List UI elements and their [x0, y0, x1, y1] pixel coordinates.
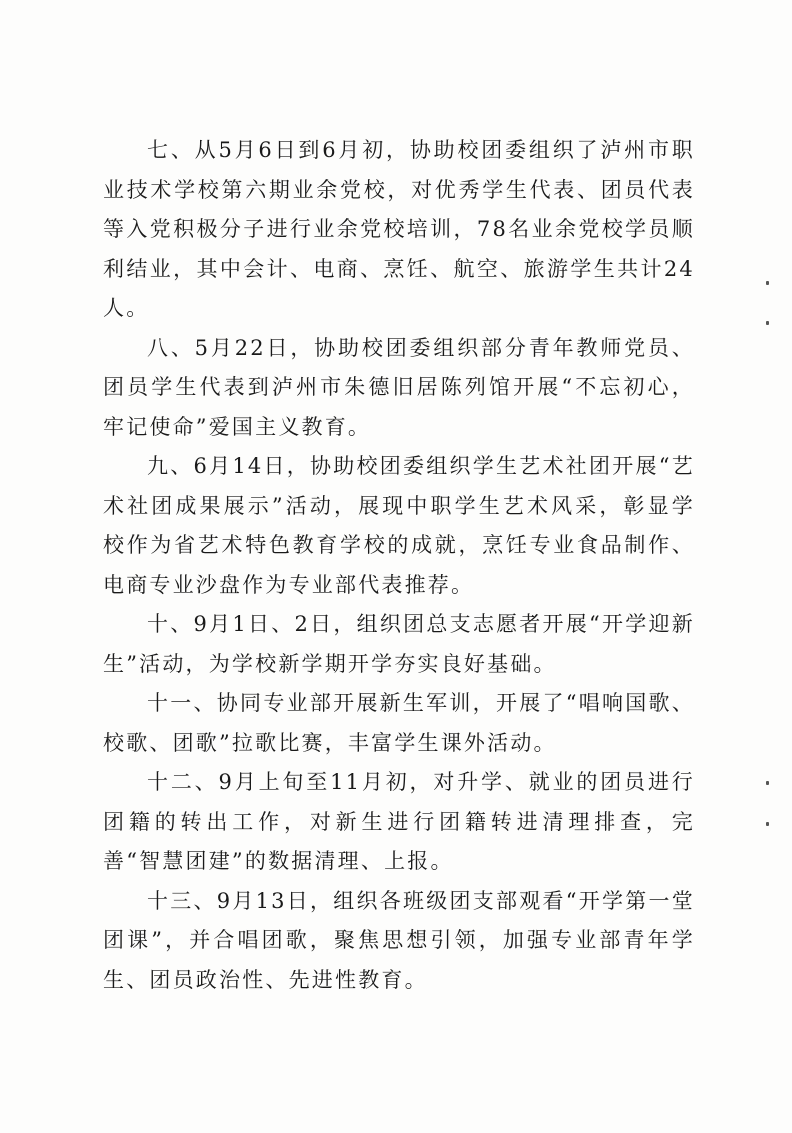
paragraph-12: 十二、9月上旬至11月初，对升学、就业的团员进行团籍的转出工作，对新生进行团籍转进清理排查，完善“智慧团建”的数据清理、上报。 [103, 770, 695, 873]
paragraph-9: 九、6月14日，协助校团委组织学生艺术社团开展“艺术社团成果展示”活动，展现中职学生艺术风采，彰显学校作为省艺术特色教育学校的成就，烹饪专业食品制作、电商专业沙盘作为专业部代表推荐。 [103, 454, 695, 597]
paragraph-8: 八、5月22日，协助校团委组织部分青年教师党员、团员学生代表到泸州市朱德旧居陈列馆开展“不忘初心，牢记使命”爱国主义教育。 [103, 335, 695, 439]
scan-speck [766, 781, 769, 785]
paragraph-7: 七、从5月6日到6月初，协助校团委组织了泸州市职业技术学校第六期业余党校，对优秀学生代表、团员代表等入党积极分子进行业余党校培训，78名业余党校学员顺利结业，其中会计、电商、烹饪、航空、旅游学生共计24人。 [103, 138, 695, 320]
paragraph-10: 十、9月1日、2日，组织团总支志愿者开展“开学迎新生”活动，为学校新学期开学夯实良好基础。 [103, 612, 695, 676]
scan-speck [766, 281, 769, 285]
paragraph-13: 十三、9月13日，组织各班级团支部观看“开学第一堂团课”，并合唱团歌，聚焦思想引领，加强专业部青年学生、团员政治性、先进性教育。 [103, 888, 695, 992]
paragraph-11: 十一、协同专业部开展新生军训，开展了“唱响国歌、校歌、团歌”拉歌比赛，丰富学生课外活动。 [103, 691, 695, 755]
document-body [103, 131, 695, 1000]
scan-speck [766, 822, 769, 826]
scan-speck [766, 321, 769, 325]
